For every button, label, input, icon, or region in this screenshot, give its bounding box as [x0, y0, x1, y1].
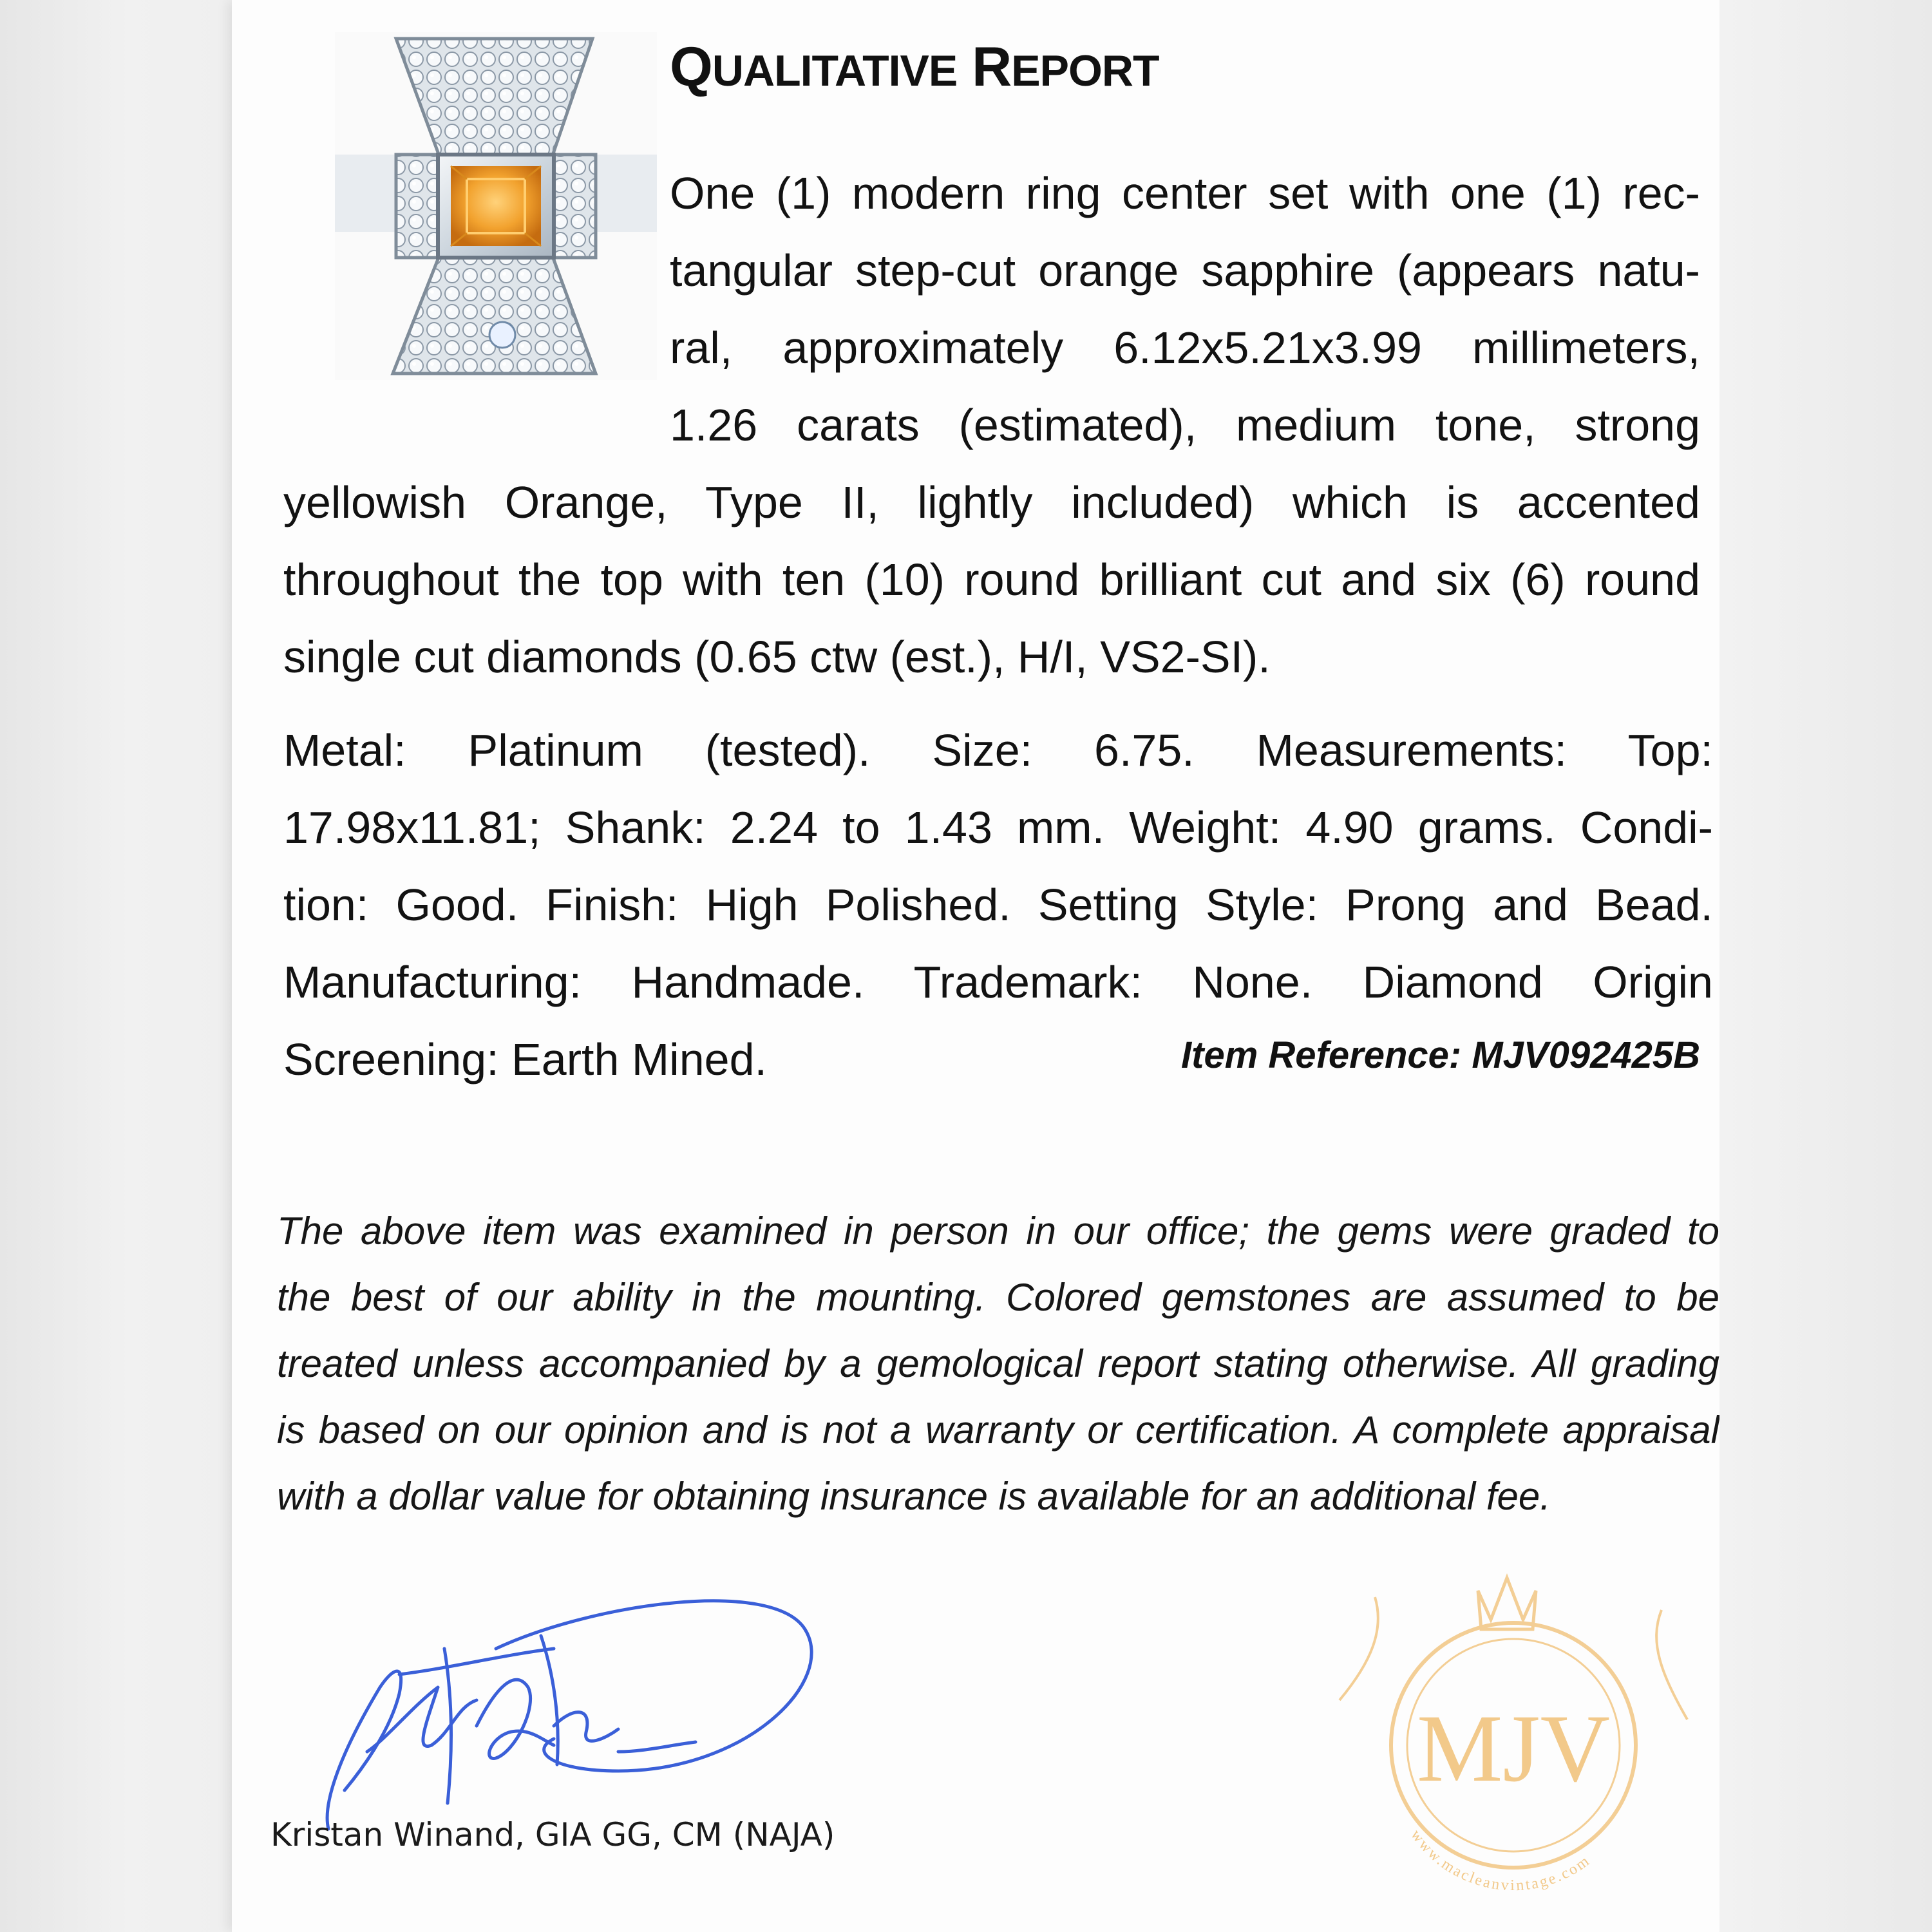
title-word-1: UALITATIVE: [712, 46, 958, 95]
disclaimer: [277, 1198, 1719, 1530]
spec-line: Screening: Earth Mined.: [283, 1034, 767, 1084]
description-line: One (1) modern ring center set with one (1) rec-: [670, 168, 1700, 218]
description-line: tangular step-cut orange sapphire (appears natu-: [670, 245, 1700, 296]
disclaimer-line: treated unless accompanied by a gemological report stating otherwise. All grading: [277, 1342, 1719, 1385]
disclaimer-line: with a dollar value for obtaining insurance is available for an additional fee.: [277, 1475, 1551, 1518]
spec-line: Manufacturing: Handmade. Trademark: None. Diamond Origin: [283, 957, 1713, 1007]
description-line: ral, approximately 6.12x5.21x3.99 millimeters,: [670, 323, 1700, 373]
description-line: 1.26 carats (estimated), medium tone, strong: [670, 400, 1700, 450]
signer-name: Kristan Winand, GIA GG, CM (NAJA): [270, 1816, 835, 1853]
seal-icon: [1314, 1552, 1694, 1913]
background-edge: [1719, 0, 1932, 1932]
title-word-2: EPORT: [1011, 46, 1159, 95]
ring-photo-icon: [335, 32, 657, 380]
disclaimer-line: the best of our ability in the mounting. Colored gemstones are assumed to be: [277, 1276, 1719, 1319]
title-initial-2: R: [972, 36, 1012, 98]
description-line: yellowish Orange, Type II, lightly included) which is accented: [283, 477, 1700, 527]
spec-line: 17.98x11.81; Shank: 2.24 to 1.43 mm. Weight: 4.90 grams. Condi-: [283, 802, 1713, 853]
report-title: [670, 35, 1159, 99]
disclaimer-line: is based on our opinion and is not a warranty or certification. A complete appraisal: [277, 1408, 1719, 1452]
disclaimer-line: The above item was examined in person in our office; the gems were graded to: [277, 1209, 1719, 1253]
seal-url: www.macleanvintage.com: [1407, 1826, 1594, 1895]
item-reference: Item Reference: MJV092425B: [1181, 1034, 1700, 1076]
title-initial-1: Q: [670, 36, 712, 98]
description-line: throughout the top with ten (10) round brilliant cut and six (6) round: [283, 554, 1700, 605]
description-intro: [670, 155, 1700, 464]
spec-line: tion: Good. Finish: High Polished. Setting Style: Prong and Bead.: [283, 880, 1713, 930]
description-continued: [283, 464, 1700, 696]
description-line: single cut diamonds (0.65 ctw (est.), H/I, VS2-SI).: [283, 632, 1271, 682]
spec-line: Metal: Platinum (tested). Size: 6.75. Measurements: Top:: [283, 725, 1713, 775]
seal-monogram: MJV: [1416, 1695, 1611, 1802]
